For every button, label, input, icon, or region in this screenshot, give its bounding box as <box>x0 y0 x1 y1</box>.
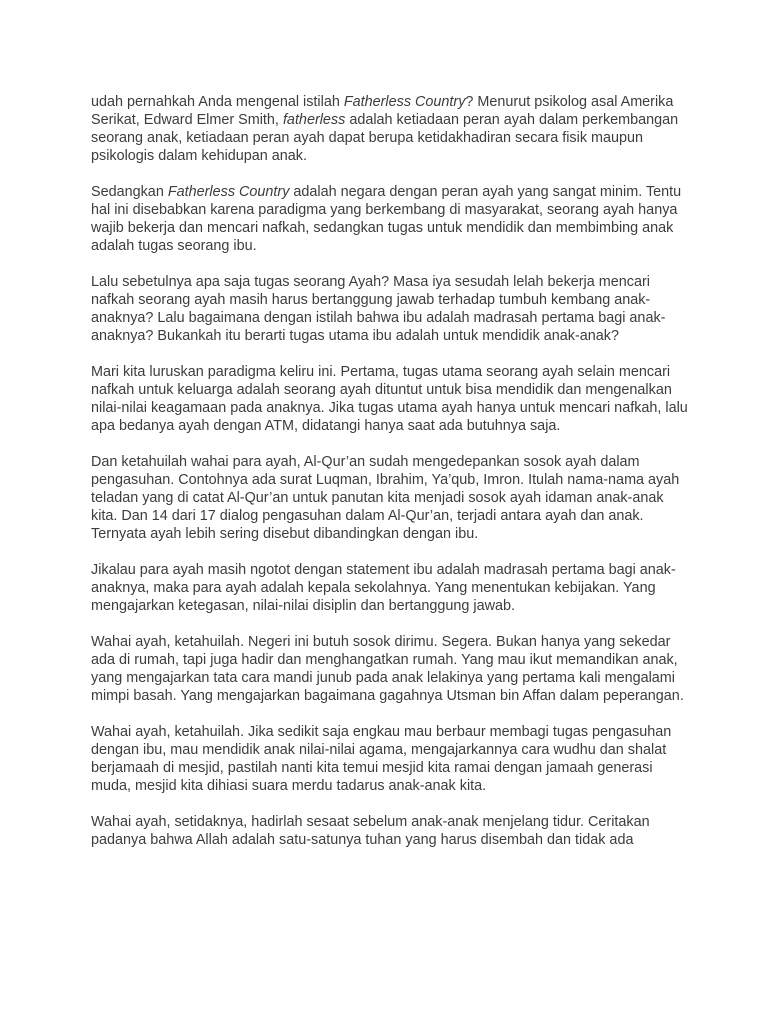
text-run: Lalu sebetulnya apa saja tugas seorang Ayah? Masa iya sesudah lelah bekerja mencari nafkah seorang ayah masih harus bertanggung jawab terhadap tumbuh kembang anak-anaknya? Lalu bagaimana dengan istilah bahwa ibu adalah madrasah pertama bagi anak-anaknya? Bukankah itu berarti tugas utama ibu adalah untuk mendidik anak-anak? <box>91 274 666 344</box>
italic-term: Fatherless Country <box>343 94 466 110</box>
text-run: Wahai ayah, ketahuilah. Negeri ini butuh sosok dirimu. Segera. Bukan hanya yang sekedar ada di rumah, tapi juga hadir dan menghangatkan rumah. Yang mau ikut memandikan anak, yang mengajarkan tata cara mandi junub pada anak lelakinya yang pertama kali mengalami mimpi basah. Yang mengajarkan bagaimana gagahnya Utsman bin Affan dalam peperangan. <box>91 634 684 704</box>
paragraph <box>91 813 691 849</box>
italic-term: Fatherless Country <box>167 184 290 200</box>
paragraph <box>91 273 691 345</box>
text-run: Wahai ayah, setidaknya, hadirlah sesaat sebelum anak-anak menjelang tidur. Ceritakan padanya bahwa Allah adalah satu-satunya tuhan yang harus disembah dan tidak ada <box>91 814 650 848</box>
italic-term: fatherless <box>282 112 346 128</box>
paragraph <box>91 633 691 705</box>
document-body <box>91 93 691 867</box>
paragraph <box>91 561 691 615</box>
text-run: Wahai ayah, ketahuilah. Jika sedikit saja engkau mau berbaur membagi tugas pengasuhan dengan ibu, mau mendidik anak nilai-nilai agama, mengajarkannya cara wudhu dan shalat berjamaah di mesjid, pastilah nanti kita temui mesjid kita ramai dengan jamaah generasi muda, mesjid kita dihiasi suara merdu tadarus anak-anak kita. <box>91 724 672 794</box>
paragraph <box>91 363 691 435</box>
text-run: ? Menurut psikolog asal Amerika Serikat, Edward Elmer Smith, <box>91 94 674 128</box>
paragraph <box>91 183 691 255</box>
text-run: udah pernahkah Anda mengenal istilah <box>91 94 344 110</box>
paragraph <box>91 93 691 165</box>
text-run: Jikalau para ayah masih ngotot dengan statement ibu adalah madrasah pertama bagi anak-anaknya, maka para ayah adalah kepala sekolahnya. Yang menentukan kebijakan. Yang mengajarkan ketegasan, nilai-nilai disiplin dan bertanggung jawab. <box>91 562 676 614</box>
text-run: adalah ketiadaan peran ayah dalam perkembangan seorang anak, ketiadaan peran ayah dapat berupa ketidakhadiran secara fisik maupun psikologis dalam kehidupan anak. <box>91 112 679 164</box>
paragraph <box>91 723 691 795</box>
text-run: Dan ketahuilah wahai para ayah, Al-Qur’an sudah mengedepankan sosok ayah dalam pengasuhan. Contohnya ada surat Luqman, Ibrahim, Ya’qub, Imron. Itulah nama-nama ayah teladan yang di catat Al-Qur’an untuk panutan kita menjadi sosok ayah idaman anak-anak kita. Dan 14 dari 17 dialog pengasuhan dalam Al-Qur’an, terjadi antara ayah dan anak. Ternyata ayah lebih sering disebut dibandingkan dengan ibu. <box>91 454 680 542</box>
text-run: Sedangkan <box>91 184 168 200</box>
text-run: Mari kita luruskan paradigma keliru ini. Pertama, tugas utama seorang ayah selain mencari nafkah untuk keluarga adalah seorang ayah dituntut untuk bisa mendidik dan mengenalkan nilai-nilai keagamaan pada anaknya. Jika tugas utama ayah hanya untuk mencari nafkah, lalu apa bedanya ayah dengan ATM, didatangi hanya saat ada butuhnya saja. <box>91 364 688 434</box>
text-run: adalah negara dengan peran ayah yang sangat minim. Tentu hal ini disebabkan karena paradigma yang berkembang di masyarakat, seorang ayah hanya wajib bekerja dan mencari nafkah, sedangkan tugas untuk mendidik dan membimbing anak adalah tugas seorang ibu. <box>91 184 682 254</box>
paragraph <box>91 453 691 543</box>
